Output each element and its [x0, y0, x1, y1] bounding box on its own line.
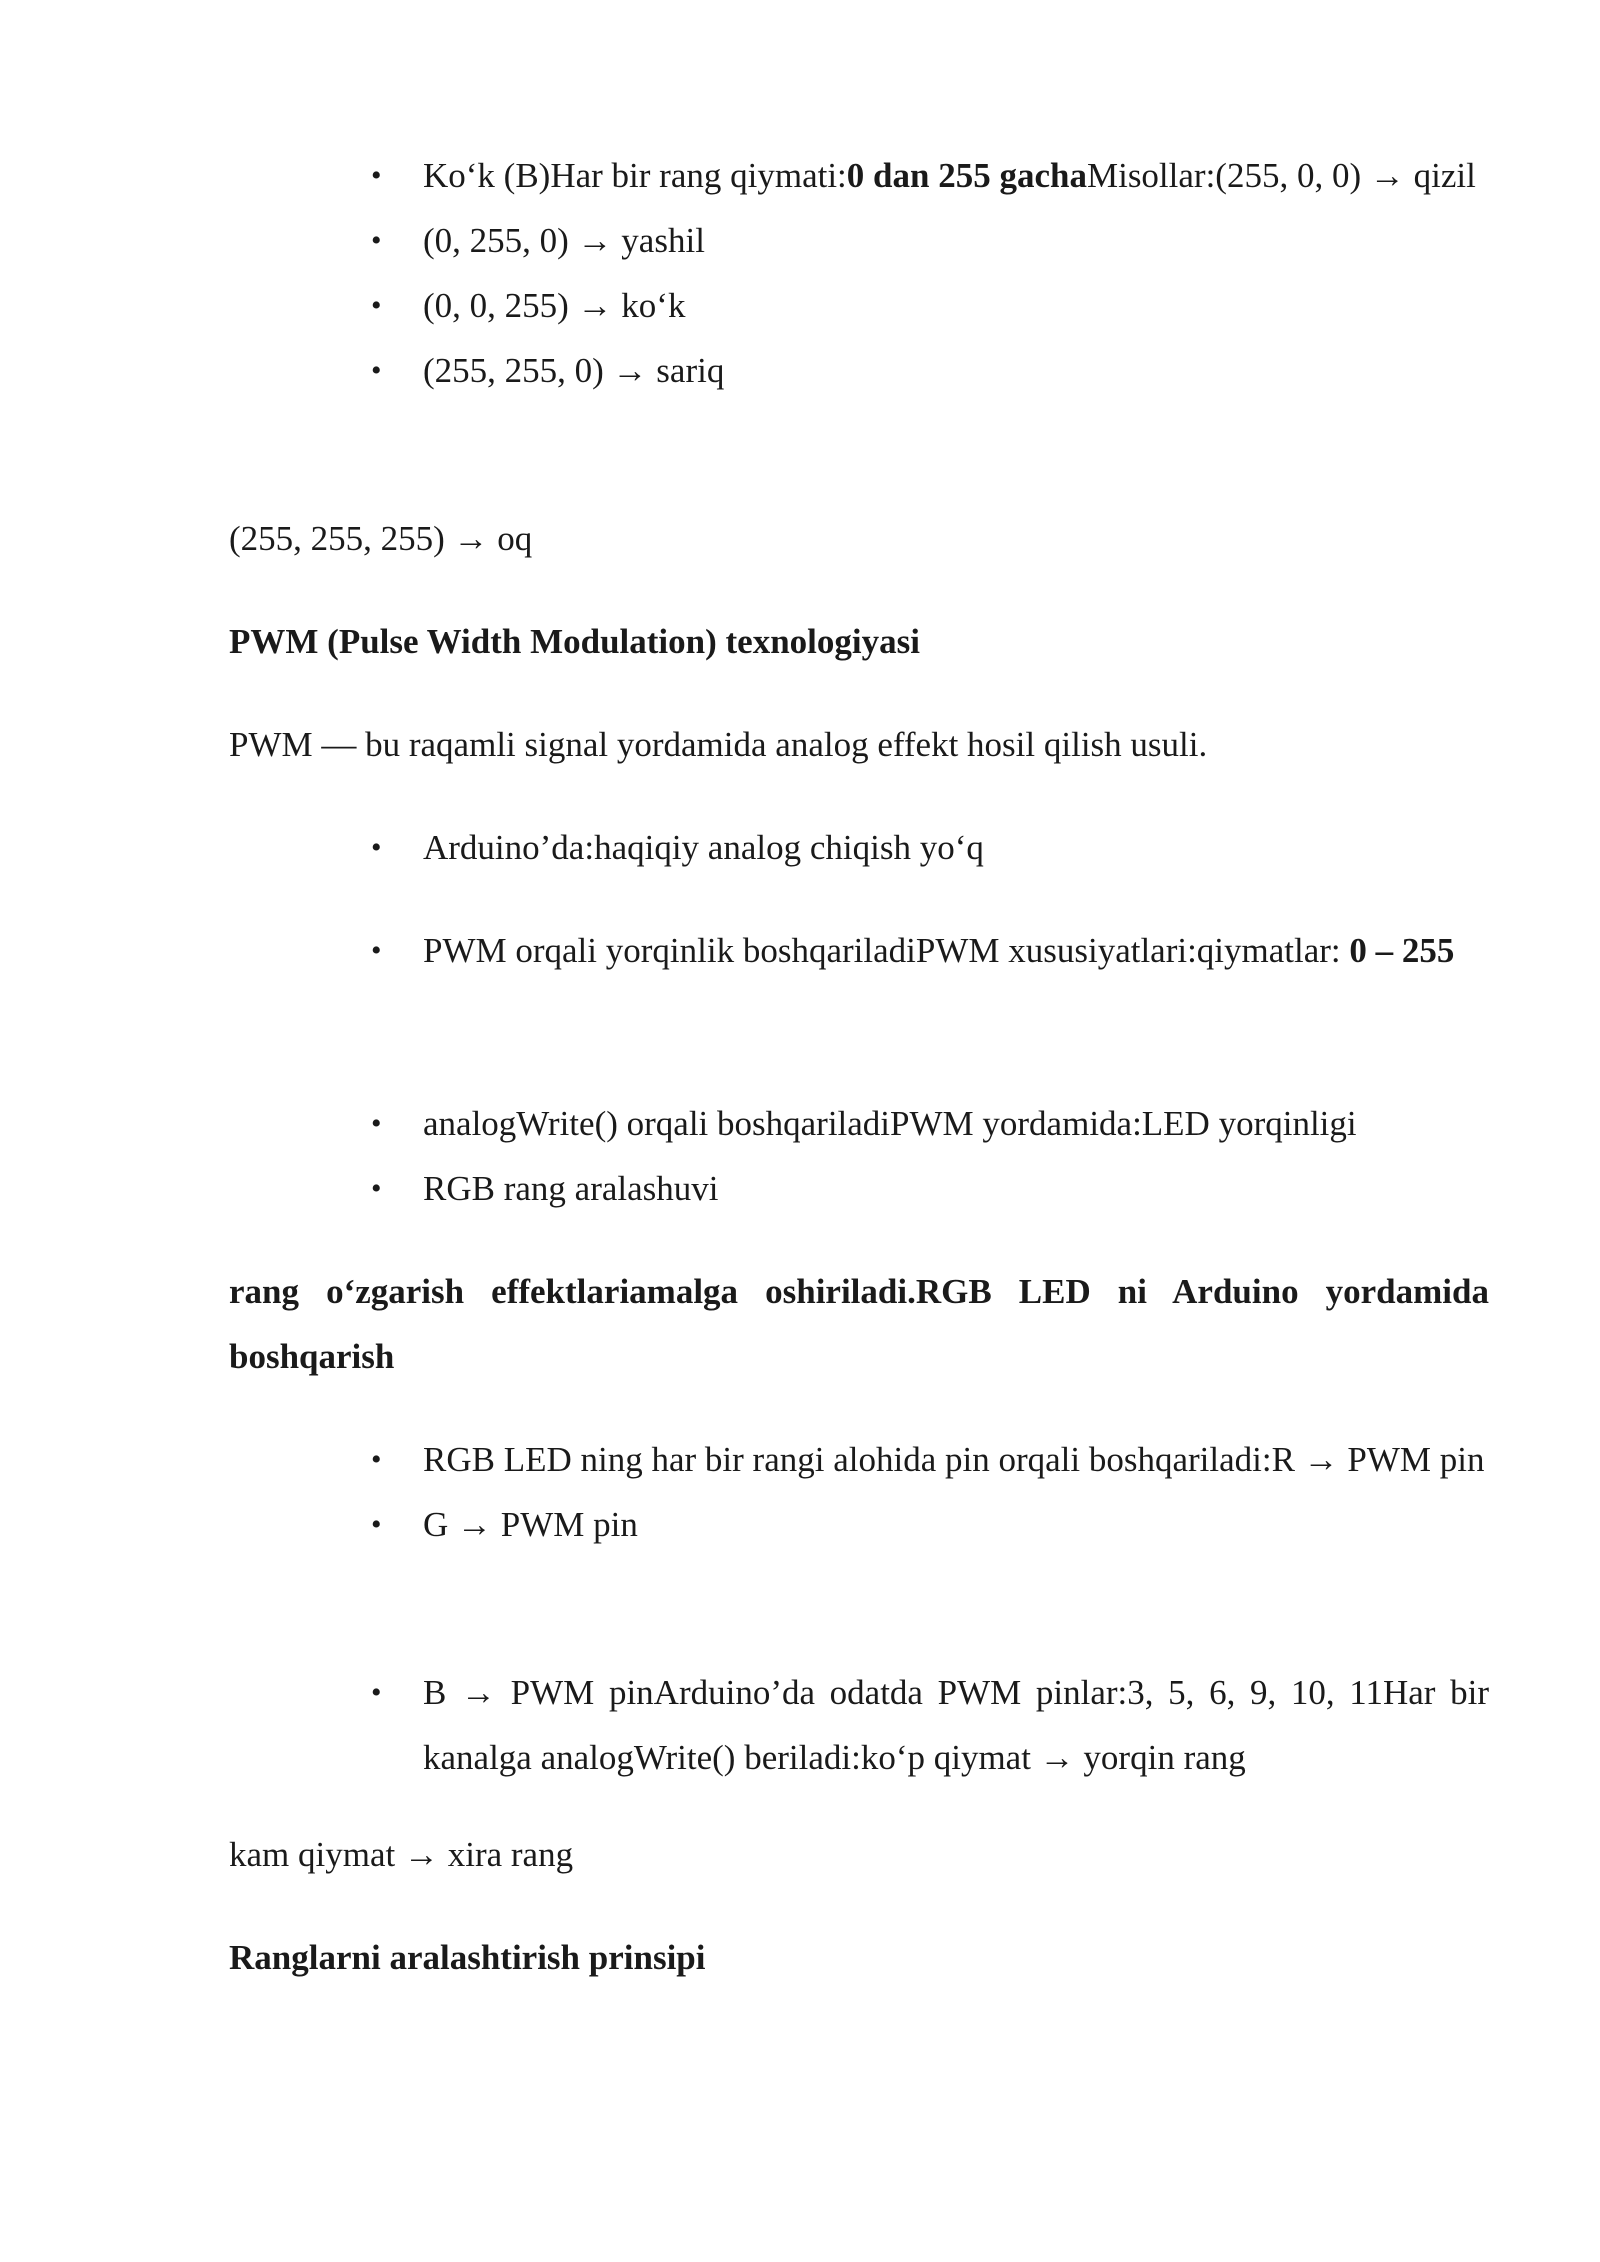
bullet: • — [371, 354, 382, 387]
bullet: • — [371, 1172, 382, 1205]
list-item-text: Misollar:(255, 0, 0) → qizil — [1086, 156, 1476, 195]
pwm-usage-list — [229, 1091, 1489, 1221]
bullet: • — [371, 934, 382, 967]
list-item — [229, 1091, 1489, 1156]
list-item-text: RGB LED ning har bir rangi alohida pin orqali boshqariladi:R → PWM pin — [423, 1440, 1485, 1479]
heading-pwm: PWM (Pulse Width Modulation) texnologiyasi — [229, 622, 920, 661]
paragraph-pwm-definition: PWM — bu raqamli signal yordamida analog effekt hosil qilish usuli. — [229, 725, 1208, 764]
list-item — [229, 1156, 1489, 1221]
list-item — [229, 815, 1489, 880]
list-item-bold-text: 0 – 255 — [1349, 931, 1455, 970]
list-item-text: RGB rang aralashuvi — [423, 1169, 719, 1208]
list-item — [229, 1492, 1489, 1557]
paragraph-white: (255, 255, 255) → oq — [229, 519, 533, 558]
list-item — [229, 918, 1489, 983]
paragraph-dim: kam qiymat → xira rang — [229, 1835, 574, 1874]
heading-color-mixing: Ranglarni aralashtirish prinsipi — [229, 1938, 706, 1977]
heading-rgb-control: rang o‘zgarish effektlariamalga oshiriladi.RGB LED ni Arduino yordamida boshqarish — [229, 1272, 1489, 1376]
list-item — [229, 273, 1489, 338]
list-item-text: PWM orqali yorqinlik boshqariladiPWM xususiyatlari:qiymatlar: — [423, 931, 1350, 970]
list-item-text: (255, 255, 0) → sariq — [423, 351, 725, 390]
list-item-text: Arduino’da:haqiqiy analog chiqish yo‘q — [423, 828, 984, 867]
bullet: • — [371, 1508, 382, 1541]
list-item — [229, 338, 1489, 403]
list-item-text: G → PWM pin — [423, 1505, 638, 1544]
bullet: • — [371, 289, 382, 322]
list-item — [229, 1427, 1489, 1492]
list-item — [229, 208, 1489, 273]
list-item-text: (0, 255, 0) → yashil — [423, 221, 705, 260]
rgb-pin-list — [229, 1427, 1489, 1557]
bullet: • — [371, 1676, 382, 1709]
list-item — [229, 1660, 1489, 1790]
bullet: • — [371, 224, 382, 257]
list-item-text: Ko‘k (B)Har bir rang qiymati: — [423, 156, 847, 195]
list-item — [229, 143, 1489, 208]
pwm-list — [229, 815, 1489, 983]
list-item-text: analogWrite() orqali boshqariladiPWM yordamida:LED yorqinligi — [423, 1104, 1357, 1143]
list-item-bold-text: 0 dan 255 gacha — [846, 156, 1087, 195]
bullet: • — [371, 831, 382, 864]
bullet: • — [371, 1107, 382, 1140]
list-item-text: B → PWM pinArduino’da odatda PWM pinlar:3, 5, 6, 9, 10, 11Har bir kanalga analogWrite() beriladi:ko‘p qiymat → yorqin rang — [423, 1673, 1489, 1777]
bullet: • — [371, 1443, 382, 1476]
rgb-pwm-pins-list — [229, 1660, 1489, 1790]
color-examples-list — [229, 143, 1489, 403]
list-item-text: (0, 0, 255) → ko‘k — [423, 286, 686, 325]
bullet: • — [371, 159, 382, 192]
